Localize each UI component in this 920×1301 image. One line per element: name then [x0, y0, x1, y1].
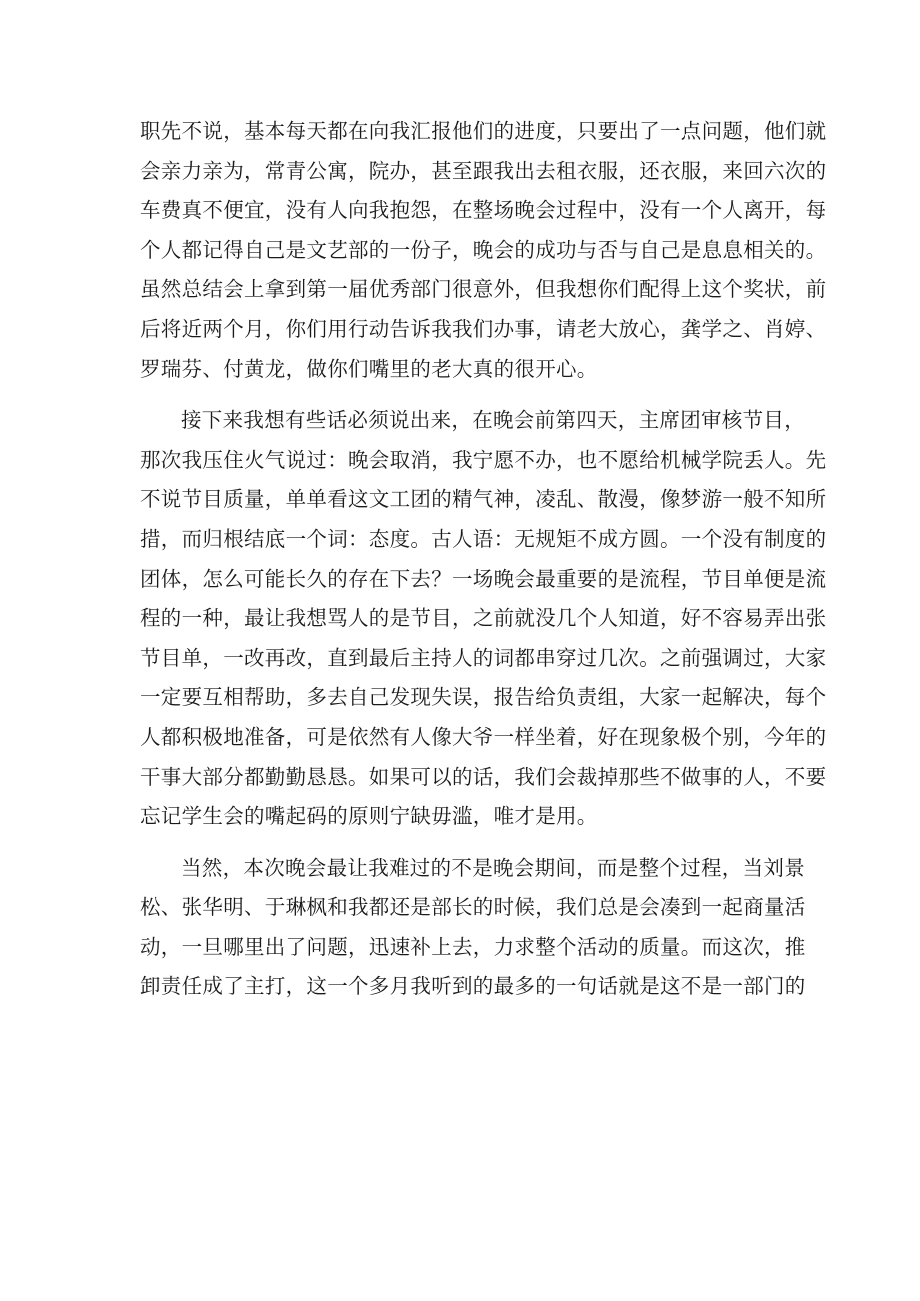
document-body: [140, 112, 827, 1007]
text-line: 罗瑞芬、付黄龙，做你们嘴里的老大真的很开心。: [140, 356, 598, 381]
text-line: 会亲力亲为，常青公寓，院办，甚至跟我出去租衣服，还衣服，来回六次的: [140, 158, 827, 183]
text-line: 一定要互相帮助，多去自己发现失误，报告给负责组，大家一起解决，每个: [140, 685, 827, 710]
text-line: 团体，怎么可能长久的存在下去？一场晚会最重要的是流程，节目单便是流: [140, 566, 827, 591]
text-line: 虽然总结会上拿到第一届优秀部门很意外，但我想你们配得上这个奖状，前: [140, 277, 827, 302]
text-line: 节目单，一改再改，直到最后主持人的词都串穿过几次。之前强调过，大家: [140, 645, 827, 670]
paragraph-1: [140, 112, 827, 389]
paragraph-3: [140, 849, 810, 1007]
text-line: 措，而归根结底一个词：态度。古人语：无规矩不成方圆。一个没有制度的: [140, 526, 827, 551]
text-line: 后将近两个月，你们用行动告诉我我们办事，请老大放心，龚学之、肖婷、: [140, 316, 827, 341]
text-line: 职先不说，基本每天都在向我汇报他们的进度，只要出了一点问题，他们就: [140, 119, 827, 143]
text-line: 干事大部分都勤勤恳恳。如果可以的话，我们会裁掉那些不做事的人，不要: [140, 764, 827, 789]
text-line: 不说节目质量，单单看这文工团的精气神，凌乱、散漫，像梦游一般不知所: [140, 487, 827, 512]
text-line: 车费真不便宜，没有人向我抱怨，在整场晚会过程中，没有一个人离开，每: [140, 198, 827, 223]
text-line: 程的一种，最让我想骂人的是节目，之前就没几个人知道，好不容易弄出张: [140, 606, 827, 631]
text-line: 忘记学生会的嘴起码的原则宁缺毋滥，唯才是用。: [140, 804, 598, 829]
text-line: 人都积极地准备，可是依然有人像大爷一样坐着，好在现象极个别，今年的: [140, 724, 827, 749]
text-line: 那次我压住火气说过：晚会取消，我宁愿不办，也不愿给机械学院丢人。先: [140, 447, 827, 472]
text-line: 当然，本次晚会最让我难过的不是晚会期间，而是整个过程，当刘景: [181, 855, 805, 880]
text-line: 接下来我想有些话必须说出来，在晚会前第四天，主席团审核节目，: [181, 408, 805, 433]
text-line: 卸责任成了主打，这一个多月我听到的最多的一句话就是这不是一部门的: [140, 974, 806, 999]
text-line: 动，一旦哪里出了问题，迅速补上去，力求整个活动的质量。而这次，推: [140, 934, 806, 959]
text-line: 松、张华明、于琳枫和我都还是部长的时候，我们总是会凑到一起商量活: [140, 895, 806, 920]
paragraph-spacer: [140, 837, 810, 849]
text-line: 个人都记得自己是文艺部的一份子，晚会的成功与否与自己是息息相关的。: [140, 237, 827, 262]
paragraph-2: [140, 401, 827, 837]
paragraph-spacer: [140, 389, 810, 401]
